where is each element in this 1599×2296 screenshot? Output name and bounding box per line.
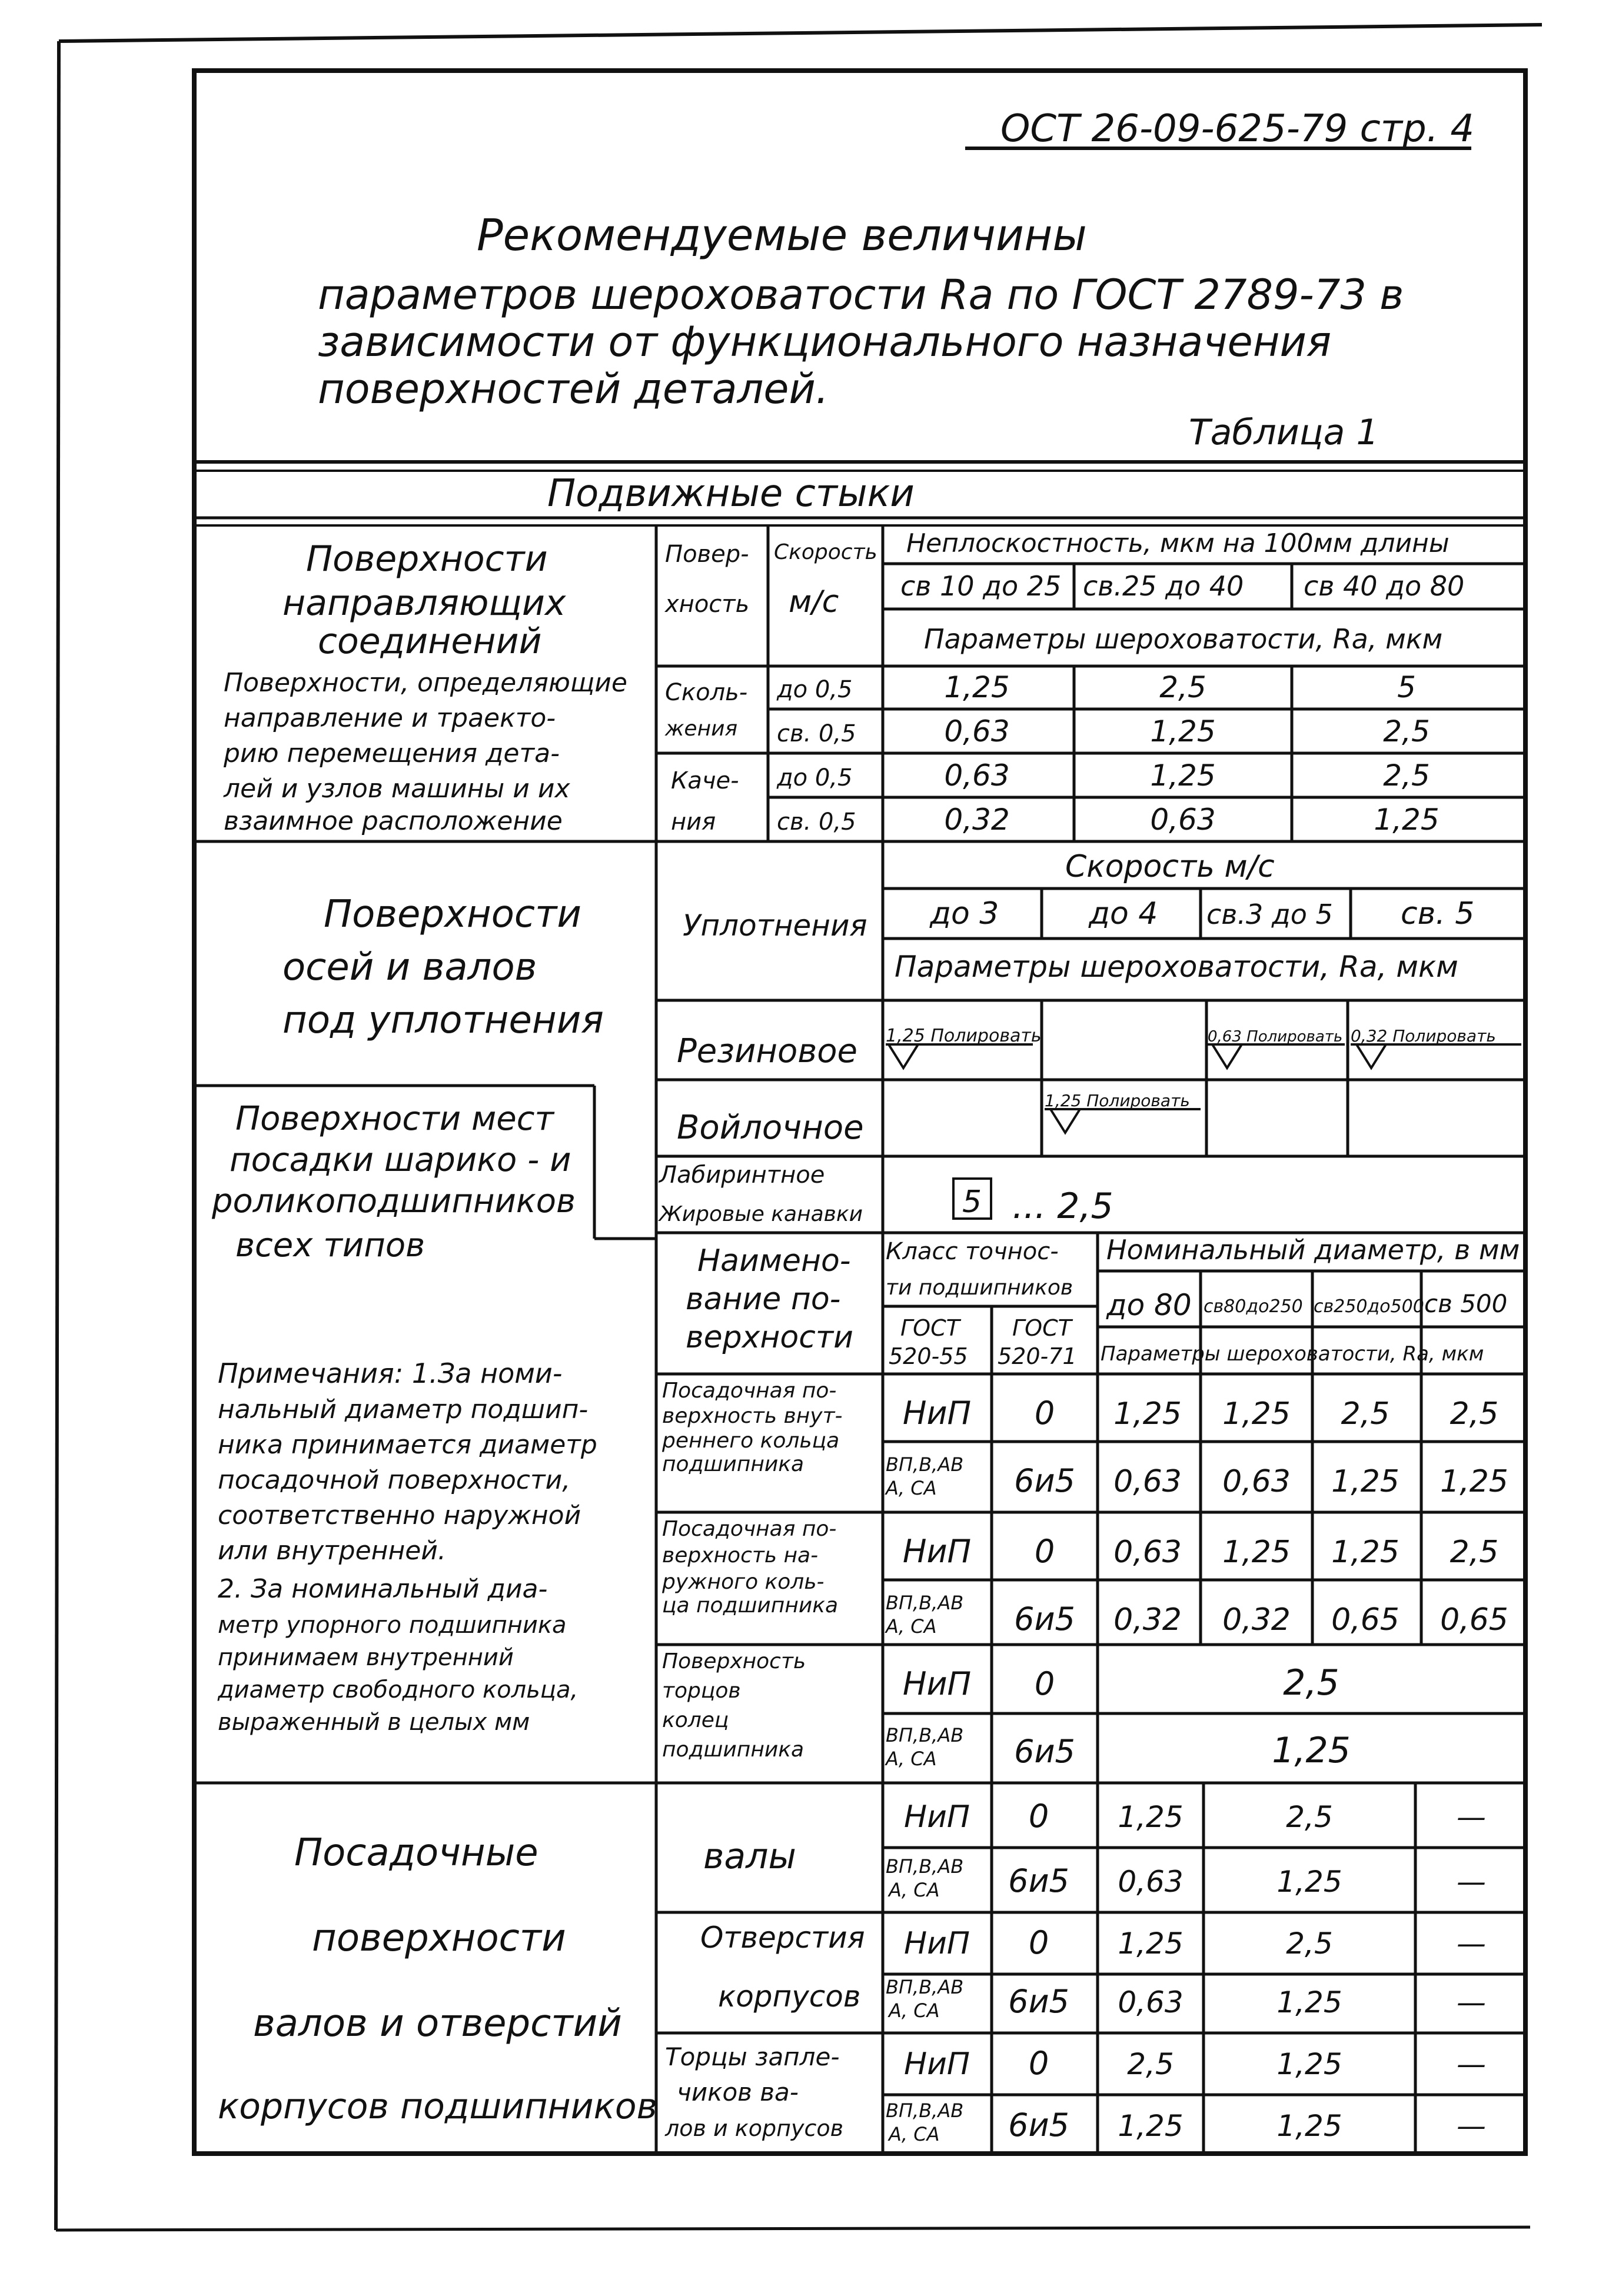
bearing-class-71: 0 [1034,1395,1055,1432]
bearing-class-55: ВП,В,АВ [886,1724,964,1746]
guides-desc-3: рию перемещения дета- [224,738,560,768]
landing-surface-name: корпусов [718,1979,861,2014]
col-speed-2: м/с [789,584,839,620]
landing-heading-1: Посадочные [294,1831,538,1875]
bearings-params-header: Параметры шероховатости, Ra, мкм [1101,1342,1484,1366]
landing-surface-name: валы [703,1836,796,1877]
labyrinth-value: ... 2,5 [1012,1186,1113,1227]
seals-speed-header: Скорость м/с [1065,849,1275,884]
bearing-class-71: 6и5 [1014,1462,1075,1499]
guide-speed: св. 0,5 [777,808,856,836]
landing-class-71: 0 [1028,2045,1049,2082]
guide-speed: св. 0,5 [777,720,856,747]
note-line-10: диаметр свободного кольца, [218,1676,579,1703]
landing-value: 2,5 [1286,1926,1333,1961]
guide-value: 2,5 [1383,758,1430,793]
bearing-surface-name: Посадочная по- [662,1517,837,1541]
title-line-3: зависимости от функционального назначения [318,318,1332,366]
note-line-6: или внутренней. [218,1536,446,1566]
landing-heading-4: корпусов подшипников [218,2086,657,2127]
bearing-class-55: ВП,В,АВ [886,1453,964,1476]
slide-label-2: жения [665,717,738,741]
class-header-1: Класс точнос- [886,1238,1059,1265]
bearing-value: 1,25 [1331,1535,1399,1570]
flatness-header: Неплоскостность, мкм на 100мм длины [906,528,1450,558]
landing-class-55: НиП [904,2047,970,2082]
guides-heading-2: направляющих [282,583,566,624]
bearing-surface-name: верхность внут- [662,1404,843,1428]
landing-value: — [1457,1926,1486,1961]
title-line-4: поверхностей деталей. [318,365,829,413]
guide-value: 0,63 [944,714,1010,748]
guides-desc-4: лей и узлов машины и их [224,774,570,804]
bearing-surface-name: реннего кольца [662,1429,840,1453]
seals-heading-1: Поверхности [324,893,581,936]
landing-value: 0,63 [1118,1985,1184,2019]
bearing-value: 0,63 [1113,1535,1182,1570]
landing-heading-2: поверхности [312,1916,566,1960]
guide-value: 1,25 [1150,758,1216,793]
seals-heading-2: осей и валов [282,946,537,989]
table-label: Таблица 1 [1189,412,1379,453]
doc-code: ОСТ 26-09-625-79 стр. 4 [1000,107,1475,151]
roughness-mark-2 [1208,1028,1345,1068]
bearing-value: 0,32 [1113,1602,1182,1638]
note-line-9: принимаем внутренний [218,1644,514,1671]
landing-value: — [1457,1800,1486,1834]
landing-value-rows [664,1798,1486,2145]
diam-2: св80до250 [1204,1296,1303,1317]
guide-value: 2,5 [1383,714,1430,748]
gost1-2: 520-55 [889,1343,968,1369]
seal-speed-3: св.3 до 5 [1206,899,1333,930]
bearing-surface-name: верхность на- [662,1543,819,1568]
landing-surface-name: Отверстия [700,1921,865,1955]
guides-desc-2: направление и траекто- [224,703,556,733]
bearing-surface-name: колец [662,1708,729,1732]
landing-class-55: ВП,В,АВ [886,1976,964,1998]
bearing-class-55-cont: А, СА [886,1748,937,1770]
diam-4: св 500 [1424,1289,1508,1318]
guide-value: 1,25 [944,670,1010,704]
header [318,107,1474,453]
bearing-value: 2,5 [1450,1396,1499,1432]
col-surface-1: Повер- [665,541,749,568]
note-line-2: нальный диаметр подшип- [218,1395,589,1425]
col-surface-2: хность [665,591,750,618]
note-line-3: ника принимается диаметр [218,1430,597,1460]
gost1-1: ГОСТ [900,1315,960,1341]
landing-class-55-cont: А, СА [889,2123,940,2145]
bearing-value: 1,25 [1440,1464,1508,1499]
guide-speed: до 0,5 [777,676,853,703]
landing-class-71: 0 [1028,1798,1049,1835]
landing-value: 2,5 [1127,2047,1174,2081]
bearing-value: 0,32 [1222,1602,1291,1638]
guides-desc-5: взаимное расположение [224,806,563,836]
landing-value: — [1457,1865,1486,1899]
landing-class-55: ВП,В,АВ [886,2099,964,2122]
bearing-class-71: 6и5 [1014,1600,1075,1638]
landing-value: 1,25 [1276,1865,1342,1899]
bearing-value: 1,25 [1113,1396,1182,1432]
bearing-value: 2,5 [1450,1535,1499,1570]
roughness-mark-felt [1045,1091,1201,1133]
guide-value: 5 [1397,670,1416,704]
landing-class-55: НиП [904,1799,970,1835]
rubber-mark-3: 0,32 Полировать [1351,1026,1496,1046]
landing-block [218,1831,657,2127]
params-header: Параметры шероховатости, Ra, мкм [924,623,1443,655]
landing-value: 1,25 [1276,1985,1342,2019]
bearing-class-55: НиП [902,1665,972,1702]
bearing-value: 1,25 [1222,1396,1291,1432]
seals-params-header: Параметры шероховатости, Ra, мкм [895,950,1458,984]
bearing-surface-name: подшипника [662,1452,805,1476]
guide-value: 1,25 [1374,803,1440,837]
roughness-mark-1 [886,1026,1042,1068]
range-1: св 10 до 25 [900,570,1062,602]
bearing-surface-name: ца подшипника [662,1593,839,1618]
bearing-class-71: 6и5 [1014,1733,1075,1770]
bearing-class-55: НиП [902,1395,972,1432]
note-line-7: 2. За номинальный диа- [218,1574,548,1604]
title-line-2: параметров шероховатости Ra по ГОСТ 2789-73 в [318,271,1404,319]
diam-1: до 80 [1106,1288,1192,1322]
guides-heading-3: соединений [318,621,542,662]
diam-header: Номинальный диаметр, в мм [1106,1234,1520,1266]
bearings-heading-1: Поверхности мест [235,1100,554,1138]
landing-heading-3: валов и отверстий [253,2002,622,2045]
roll-label-2: ния [671,808,716,836]
bearing-value: 1,25 [1331,1464,1399,1499]
landing-value: 0,63 [1118,1865,1184,1899]
bearings-block [211,1100,1520,1736]
note-line-4: посадочной поверхности, [218,1465,571,1495]
note-line-11: выраженный в целых мм [218,1709,530,1736]
bearing-class-55: ВП,В,АВ [886,1592,964,1614]
bearing-class-71: 0 [1034,1533,1055,1570]
landing-value: 1,25 [1118,1800,1184,1834]
class-header-2: ти подшипников [886,1276,1073,1300]
bearing-value: 0,65 [1440,1602,1508,1638]
bearing-value: 0,65 [1331,1602,1399,1638]
bearing-surface-name: торцов [662,1679,741,1703]
note-line-5: соответственно наружной [218,1500,581,1530]
landing-class-55: ВП,В,АВ [886,1855,964,1878]
bearing-surface-name: подшипника [662,1738,805,1762]
felt-label: Войлочное [677,1109,864,1147]
bearing-surface-name: Посадочная по- [662,1379,837,1403]
bearing-value-merged: 1,25 [1272,1730,1351,1771]
name-header-3: верхности [686,1320,853,1355]
bearing-class-55-cont: А, СА [886,1615,937,1638]
landing-class-71: 0 [1028,1924,1049,1961]
section-title: Подвижные стыки [547,472,915,515]
landing-value: 1,25 [1118,2109,1184,2143]
guide-value: 1,25 [1150,714,1216,748]
landing-class-55-cont: А, СА [889,1999,940,2022]
name-header-2: вание по- [686,1282,841,1317]
landing-value: 1,25 [1118,1926,1184,1961]
bearing-class-55-cont: А, СА [886,1477,937,1499]
landing-value: — [1457,2047,1486,2081]
gost2-1: ГОСТ [1012,1315,1072,1341]
rubber-label: Резиновое [677,1032,857,1070]
bearing-value: 1,25 [1222,1535,1291,1570]
guide-value: 0,63 [944,758,1010,793]
seals-heading-3: под уплотнения [282,999,604,1042]
landing-surface-name: чиков ва- [677,2078,799,2107]
seals-col-label: Уплотнения [683,909,867,943]
landing-surface-name: Торцы заплe- [665,2042,840,2071]
title-line-1: Рекомендуемые величины [477,210,1087,261]
landing-class-71: 6и5 [1008,1983,1069,2020]
labyrinth-label-2: Жировые канавки [659,1202,863,1226]
bearing-value: 2,5 [1341,1396,1390,1432]
note-line-8: метр упорного подшипника [218,1612,567,1639]
bearing-surface-name: ружного коль- [662,1570,825,1594]
landing-surface-name: лов и корпусов [665,2115,843,2141]
table-grid [194,525,1525,2154]
gost2-2: 520-71 [998,1343,1077,1369]
labyrinth-label-1: Лабиринтное [659,1162,825,1189]
bearings-heading-2: посадки шарико - и [230,1141,571,1179]
landing-class-71: 6и5 [1008,2107,1069,2144]
bearing-value: 0,63 [1113,1464,1182,1499]
guides-desc-1: Поверхности, определяющие [224,668,627,698]
diam-3: св250до500 [1314,1296,1424,1317]
guide-value: 0,32 [944,803,1010,837]
landing-class-71: 6и5 [1008,1862,1069,1899]
range-2: св.25 до 40 [1083,570,1244,602]
range-3: св 40 до 80 [1304,570,1465,602]
landing-value: 1,25 [1276,2109,1342,2143]
bearing-value: 0,63 [1222,1464,1291,1499]
note-line-1: Примечания: 1.За номи- [218,1357,563,1389]
bearing-surface-name: Поверхность [662,1649,806,1673]
seal-speed-1: до 3 [930,896,999,931]
bearing-value-merged: 2,5 [1283,1662,1339,1703]
labyrinth-boxed: 5 [962,1184,982,1220]
bearings-heading-3: роликоподшипников [212,1182,576,1220]
name-header-1: Наимено- [697,1243,851,1279]
roughness-mark-3 [1351,1026,1521,1068]
slide-label-1: Сколь- [665,679,748,706]
guide-value: 2,5 [1159,670,1206,704]
landing-value: 1,25 [1276,2047,1342,2081]
landing-value: — [1457,2109,1486,2143]
guide-speed: до 0,5 [777,764,853,791]
rubber-mark-2: 0,63 Полировать [1208,1028,1343,1046]
landing-class-55: НиП [904,1926,970,1961]
landing-value: — [1457,1985,1486,2019]
bearing-class-71: 0 [1034,1665,1055,1702]
landing-value: 2,5 [1286,1800,1333,1834]
guide-value: 0,63 [1150,803,1216,837]
guides-heading-1: Поверхности [306,538,548,580]
roll-label-1: Каче- [671,767,739,794]
seal-speed-2: до 4 [1089,896,1158,931]
col-speed-1: Скорость [774,540,877,564]
bearings-heading-4: всех типов [235,1226,425,1265]
seal-speed-4: св. 5 [1401,896,1475,931]
rubber-mark-1: 1,25 Полировать [886,1026,1042,1046]
landing-class-55-cont: А, СА [889,1879,940,1901]
bearing-class-55: НиП [902,1533,972,1570]
felt-mark: 1,25 Полировать [1045,1091,1190,1110]
